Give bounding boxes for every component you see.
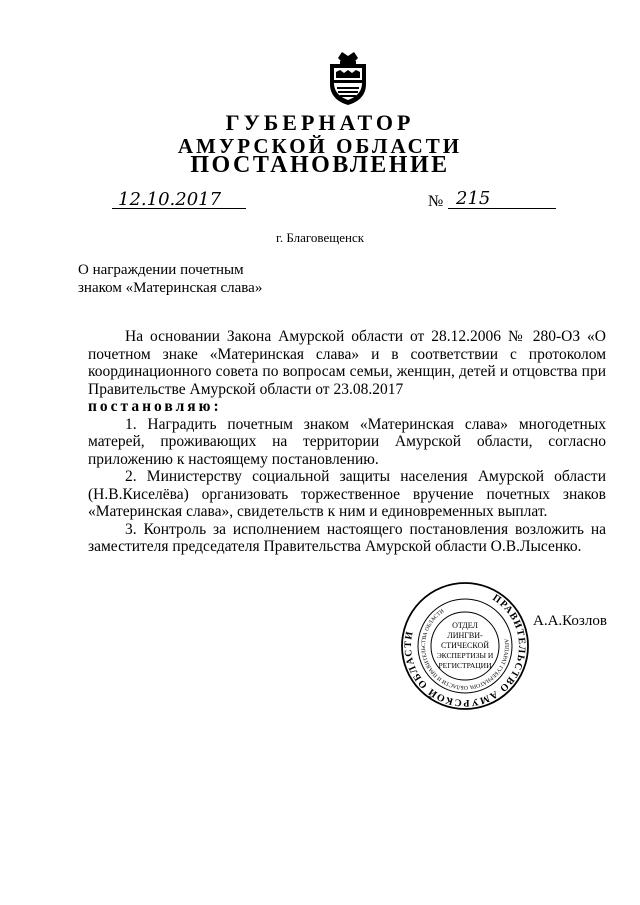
official-stamp-icon [399, 580, 531, 712]
stamp-outer-text: ПРАВИТЕЛЬСТВО АМУРСКОЙ ОБЛАСТИ [402, 592, 528, 709]
header-region: АМУРСКОЙ ОБЛАСТИ [177, 134, 463, 158]
decree-word: постановляю: [88, 398, 222, 415]
decree-item-3: 3. Контроль за исполнением настоящего постановления возложить на заместителя председателя Правительства Амурской области О.В.Лысенко. [88, 520, 606, 555]
coat-of-arms-emblem-icon [325, 50, 371, 106]
city-line: г. Благовещенск [275, 230, 365, 245]
subject-line-1: О награждении почетным [78, 262, 244, 278]
document-date: 12.10.2017 [118, 189, 222, 210]
stamp-center-line-2: ЛИНГВИ- [447, 631, 483, 640]
document-number: 215 [456, 188, 491, 209]
document-type-title: ПОСТАНОВЛЕНИЕ [190, 152, 450, 178]
number-label: № [428, 193, 444, 210]
decree-item-2: 2. Министерству социальной защиты населения Амурской области (Н.В.Киселёва) организовать торжественное вручение почетных знаков «Материнская слава», свидетельств к ним и единовременных выплат. [88, 468, 606, 520]
stamp-inner-text: АППАРАТ ГУБЕРНАТОРА ОБЛАСТИ И ПРАВИТЕЛЬСТВА ОБЛАСТИ [420, 608, 510, 691]
stamp-center-line-5: РЕГИСТРАЦИИ [438, 661, 492, 670]
number-underline [448, 208, 556, 209]
stamp-center-line-1: ОТДЕЛ [452, 621, 478, 630]
header-governor: ГУБЕРНАТОР [225, 110, 415, 135]
date-underline [112, 208, 246, 209]
decree-item-1: 1. Наградить почетным знаком «Материнская слава» многодетных матерей, проживающих на территории Амурской области, согласно приложению к настоящему постановлению. [88, 415, 606, 468]
stamp-center-line-4: ЭКСПЕРТИЗЫ И [436, 651, 494, 660]
preamble-paragraph: На основании Закона Амурской области от 28.12.2006 № 280-ОЗ «О почетном знаке «Материнская слава» и в соответствии с протоколом координационного совета по вопросам семьи, женщин, детей и отцовства при Правительстве Амурской области от 23.08.2017 [88, 328, 606, 398]
document-body [88, 328, 606, 556]
signer-name: А.А.Козлов [533, 613, 607, 629]
stamp-center-line-3: СТИЧЕСКОЙ [440, 641, 490, 650]
subject-line-2: знаком «Материнская слава» [78, 280, 263, 296]
